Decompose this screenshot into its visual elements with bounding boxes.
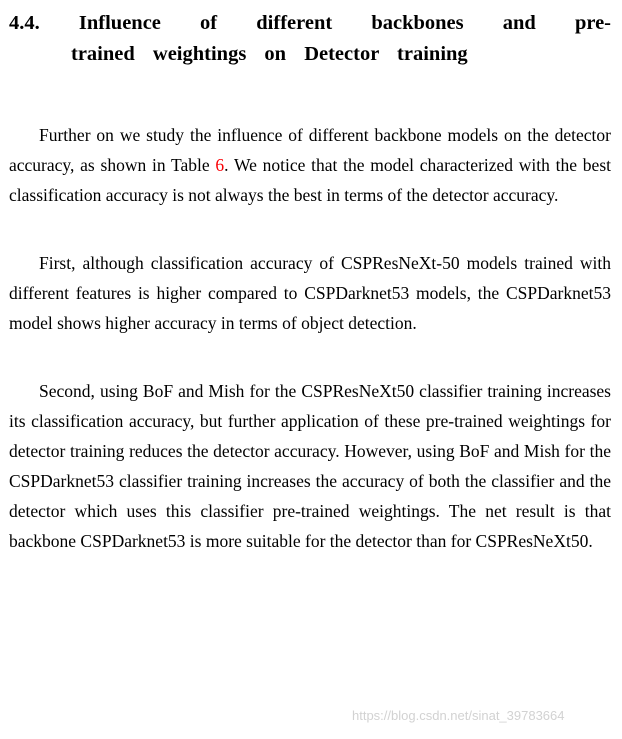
paragraph-1 <box>9 120 611 210</box>
paragraph-2: First, although classification accuracy of CSPResNeXt-50 models trained with different features is higher compared to CSPDarknet53 models, the CSPDarknet53 model shows higher accuracy in terms of object detection. <box>9 253 611 333</box>
section-heading <box>9 8 611 70</box>
section-heading-line-1: 4.4. Influence of different backbones and pre- <box>9 12 611 34</box>
paragraph-1-text: Further on we study the influence of different backbone models on the detector accuracy, as shown in Table <box>9 125 611 175</box>
section-heading-line-2: trained weightings on Detector training <box>71 43 468 65</box>
paragraph-1-text-continued: . We notice that the model characterized with the best classification accuracy is not always the best in terms of the detector accuracy. <box>9 155 612 205</box>
paragraph-3: Second, using BoF and Mish for the CSPResNeXt50 classifier training increases its classification accuracy, but further application of these pre-trained weightings for detector training reduces the detector accuracy. However, using BoF and Mish for the CSPDarknet53 classifier training increases the accuracy of both the classifier and the detector which uses this classifier pre-trained weightings. The net result is that backbone CSPDarknet53 is more suitable for the detector than for CSPResNeXt50. <box>9 381 611 551</box>
watermark: https://blog.csdn.net/sinat_39783664 <box>352 708 565 723</box>
table-6-reference-link[interactable]: 6 <box>215 155 225 175</box>
